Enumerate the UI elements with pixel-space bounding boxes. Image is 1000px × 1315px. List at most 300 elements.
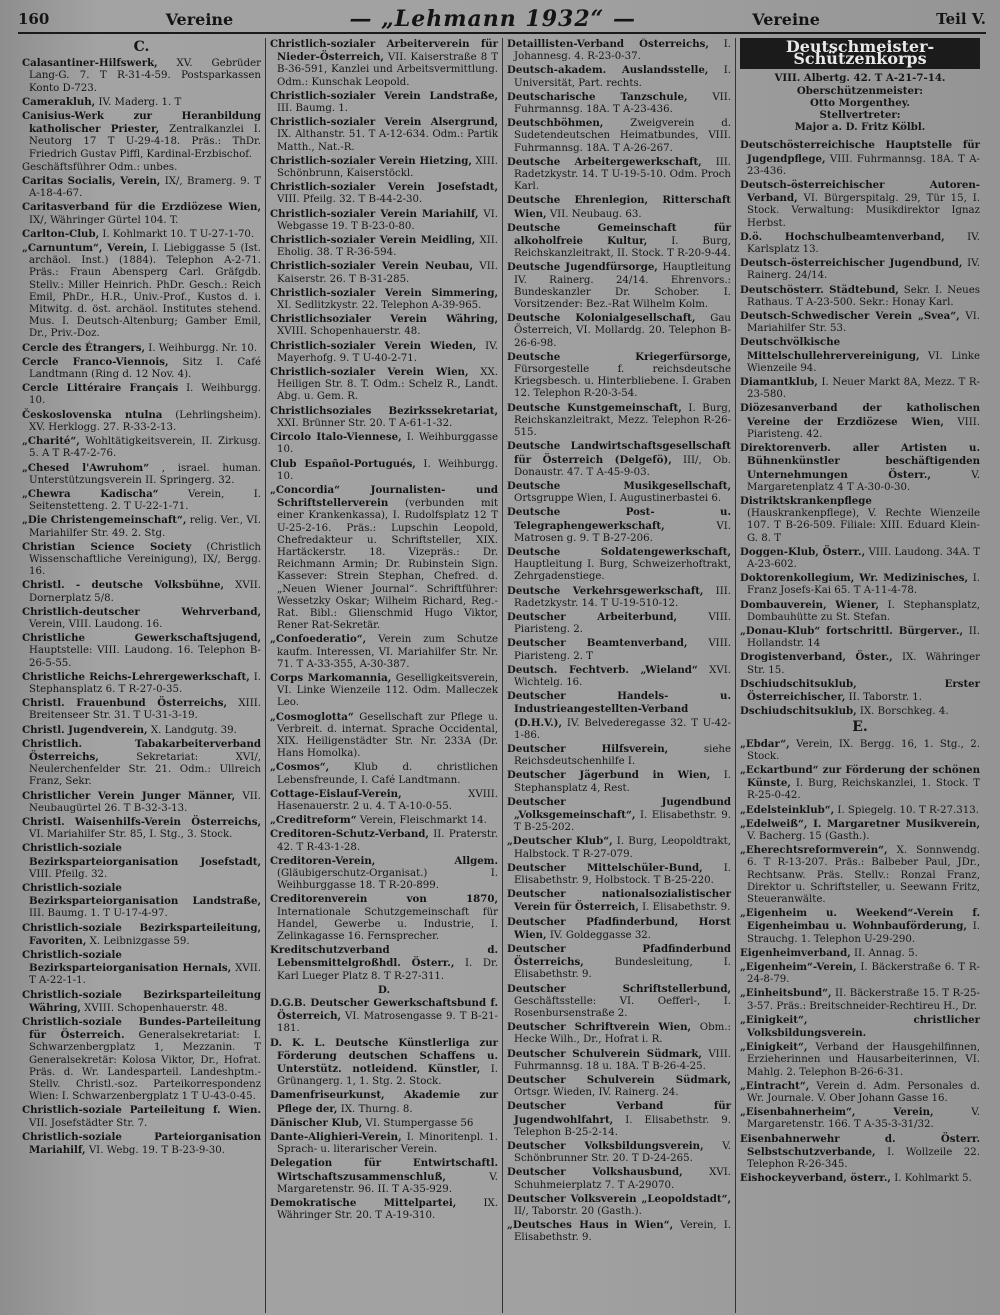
directory-entry [740, 987, 980, 1012]
entry-text: I. Johannesg. 4. R-23-0-37. [514, 39, 731, 63]
entry-text: IX. Währinger Str. 15. [747, 652, 980, 676]
entry-text: I. Burg, Reichskanzleitrakt, II. Stock. T R-20-9-44. [514, 236, 731, 260]
directory-entry [22, 382, 261, 407]
entry-text: V. Margaretenplatz 4 T A-30-0-30. [747, 469, 980, 493]
entry-name: Delegation für Entwirtschaftl. Wirtschaftszusammenschluß, [270, 1157, 498, 1183]
entry-name: Deutsche Gemeinschaft für alkoholfreie Kultur, [507, 221, 731, 248]
entry-text: I. Grünangerg. 1, 1. Stg. 2. Stock. [277, 1064, 498, 1088]
directory-entry [507, 585, 731, 610]
entry-name: Deutschösterreichische Hauptstelle für Jugendpflege, [740, 139, 980, 165]
entry-text: III. Baumg. 1. T U-17-4-97. [29, 908, 168, 920]
entry-text: XVII. Dornerplatz 5/8. [29, 580, 261, 604]
entry-text: VIII. Piaristeng. 2. T [514, 638, 731, 662]
entry-text: (Gläubigerschutz-Organisat.) I. Weihburggasse 18. T R-20-899. [277, 868, 498, 892]
entry-text: Geschäftsführer Odm.: unbes. [22, 161, 178, 173]
entry-name: „Creditreform“ [270, 814, 357, 827]
entry-name: Deutsch-Schwedischer Verein „Svea“, [740, 310, 960, 323]
entry-text: Klub d. christlichen Lebensfreunde, I. Café Landtmann. [277, 762, 498, 786]
directory-entry [270, 405, 498, 430]
directory-entry [740, 1080, 980, 1105]
entry-name: Direktorenverb. aller Artisten u. Bühnenkünstler beschäftigenden Unternehmungen Österr., [740, 442, 980, 481]
entry-name: Christl. Frauenbund Österreichs, [22, 697, 228, 710]
directory-entry [22, 632, 261, 670]
entry-name: Christl. - deutsche Volksbühne, [22, 579, 225, 592]
directory-entry [507, 38, 731, 63]
entry-text: (Christlich Wissenschaftliche Vereinigung), IX/, Bergg. 16. [29, 541, 261, 578]
directory-entry [740, 1106, 980, 1131]
directory-entry [270, 672, 498, 710]
entry-text: I. Dr. Karl Lueger Platz 8. T R-27-311. [277, 958, 498, 982]
entry-text: II. Praterstr. 42. T R-43-1-28. [277, 829, 498, 853]
banner-line: Otto Morgenthey. [810, 96, 910, 109]
directory-entry [270, 997, 498, 1036]
entry-text: VI. Bürgerspitalg. 29, Tür 15, I. Stock. Verwaltung: Musikdirektor Ignaz Herbst. [747, 193, 980, 229]
entry-text: (Lehrlingsheim). XV. Herklogg. 27. R-33-2-13. [29, 409, 261, 433]
entry-text: VII. Kaiserstr. 26. T B-31-285. [277, 261, 498, 285]
directory-entry [270, 208, 498, 233]
directory-entry [270, 1131, 498, 1156]
directory-entry [22, 842, 261, 881]
directory-entry [507, 637, 731, 662]
directory-entry [270, 1089, 498, 1115]
entry-text: VII. Kaiserstraße 8 T B-36-591, Kanzlei und Arbeitsvermittlung. Odm.: Kunschak Leopold. [277, 52, 498, 88]
directory-entry [507, 156, 731, 194]
entry-text: Generalsekretariat: I. Schwarzenbergplatz 1, Mezzanin. T Generalsekretär: Kolosa Viktor, Dr., Hofrat. Präs. d. Wr. Landesparteil. Landeshptm.-Stellv. Christl.-soz. Parteikorrespondenz Wien: I. Schwarzenbergplatz 1 T U-43-0-45. [29, 1030, 261, 1103]
directory-entry [507, 862, 731, 887]
directory-entry [740, 1041, 980, 1079]
directory-entry [22, 435, 261, 460]
entry-text: IV. Goldeggasse 32. [549, 929, 652, 941]
entry-text: Zentralkanzlei I. Neutorg 17 T U-29-4-18. Präs.: ThDr. Friedrich Gustav Piffl, Kardinal-Erzbischof. [29, 124, 261, 160]
entry-name: Deutscher Pfadfinderbund Österreichs, [507, 943, 731, 969]
entry-name: Christlich-sozialer Verein Hietzing, [270, 154, 472, 167]
directory-entry [22, 816, 261, 841]
directory-entry [22, 606, 261, 631]
directory-entry [507, 664, 731, 689]
entry-name: Camerakluh, [22, 95, 96, 108]
directory-entry [740, 844, 980, 906]
entry-name: Deutsche Post- u. Telegraphengewerkschaft, [507, 506, 731, 532]
entry-name: Dschiudschitsuklub, Erster Österreichischer, [740, 677, 980, 703]
directory-entry [22, 697, 261, 722]
entry-name: Caritasverband für die Erzdiözese Wien, [22, 201, 261, 214]
entry-name: Deutscher Schriftverein Wien, [507, 1021, 692, 1034]
entry-text: X. Leibnizgasse 59. [89, 935, 190, 947]
entry-name: „Eigenheim u. Weekend“-Verein f. Eigenheimbau u. Wohnbauförderung, [740, 907, 980, 933]
entry-name: Deutschvölkische Mittelschullehrervereinigung, [740, 336, 920, 362]
entry-text: relig. Ver., VI. Mariahilfer Str. 49. 2. Stg. [29, 515, 261, 539]
entry-text: VIII. Fuhrmannsg. 18 u. 18A. T B-26-4-25. [514, 1048, 731, 1072]
directory-entry [22, 162, 261, 174]
entry-name: Deutsch-österreichischer Autoren-Verband, [740, 179, 980, 205]
directory-entry [270, 155, 498, 180]
entry-name: „Deutsches Haus in Wien“, [507, 1219, 674, 1232]
directory-entry [22, 790, 261, 815]
directory-entry [507, 1048, 731, 1073]
entry-name: Christlich-sozialer Verein Wien, [270, 366, 469, 379]
entry-text: XI. Sedlitzkystr. 22. Telephon A-39-965. [277, 300, 482, 312]
entry-name: Deutscher Arbeiterbund, [507, 610, 678, 623]
entry-name: Christian Science Society [22, 540, 192, 553]
entry-name: Cottage-Eislauf-Verein, [270, 787, 402, 800]
directory-entry [22, 541, 261, 579]
directory-entry [270, 458, 498, 483]
entry-text: IX. Althanstr. 51. T A-12-634. Odm.: Partik Matth., Nat.-R. [277, 129, 498, 153]
banner-line: VIII. Albertg. 42. T A-21-7-14. [774, 72, 946, 85]
entry-name: Deutsche Ehrenlegion, Ritterschaft Wien, [507, 194, 731, 220]
entry-name: Deutscher Pfadfinderbund, Horst Wien, [507, 915, 731, 941]
entry-text: I. Stephansplatz 6. T R-27-0-35. [29, 671, 261, 695]
entry-name: Cercle des Étrangers, [22, 341, 146, 354]
directory-entry [507, 743, 731, 768]
directory-entry [740, 402, 980, 441]
entry-text: D. [377, 983, 391, 996]
directory-entry [270, 484, 498, 632]
entry-name: „Edelsteinklub“, [740, 803, 835, 816]
column-2 [265, 38, 502, 1313]
entry-name: „Carnuntum“, Verein, [22, 242, 148, 255]
entry-text: Gesellschaft zur Pflege u. Verbreit. d. internat. Sprache Occidental, XIX. Heiligenstädter Str. Nr. 233A (Dr. Hans Homolka). [277, 711, 498, 760]
entry-name: Christlich-sozialer Verein Neubau, [270, 260, 474, 273]
directory-entry [22, 922, 261, 948]
entry-name: Doggen-Klub, Österr., [740, 545, 866, 558]
entry-name: Detaillisten-Verband Österreichs, [507, 38, 709, 50]
entry-text: III. Radetzkystr. 14. T U-19-510-12. [514, 585, 731, 609]
directory-entry [22, 242, 261, 341]
directory-entry [740, 546, 980, 571]
entry-name: „Eherechtsreformverein“, [740, 844, 888, 857]
entry-text: VIII. Pfeilg. 32. T B-44-2-30. [277, 194, 423, 206]
entry-name: Deutsche Kunstgemeinschaft, [507, 401, 682, 414]
entry-text: VIII. Piaristeng. 42. [747, 416, 980, 440]
entry-text: Hauptleitung IV. Rainerg. 24/14. Ehrenvors.: Bundeskanzler Dr. Schober. I. Vorsitzender: Bez.-Rat Wilhelm Kolm. [514, 262, 731, 311]
entry-text: I. Elisabethstr. 9, Holbstock. T B-25-220. [514, 862, 731, 886]
directory-entry [740, 764, 980, 803]
directory-entry [507, 769, 731, 794]
entry-name: Deutscher Volkshausbund, [507, 1166, 683, 1179]
entry-name: Deutsche Kriegerfürsorge, [507, 350, 731, 363]
entry-text: XVIII. Schopenhauerstr. 48. [84, 1002, 228, 1014]
entry-text: Fürsorgestelle f. reichsdeutsche Kriegsbesch. u. Hinterbliebene. I. Graben 12. Telephon R-20-3-54. [514, 364, 731, 400]
entry-text: Geselligkeitsverein, VI. Linke Wienzeile 112. Odm. Malleczek Leo. [277, 672, 498, 709]
entry-text: Verein zum Schutze kaufm. Interessen, VI. Mariahilfer Str. Nr. 71. T A-33-355, A-30-387. [277, 634, 498, 670]
directory-entry [22, 671, 261, 696]
entry-name: „Cosmos“, [270, 761, 330, 774]
entry-name: Creditorenverein von 1870, [270, 893, 498, 906]
entry-text: XVI. Schuhmeierplatz 7. T A-29070. [514, 1167, 731, 1191]
column-1 [18, 38, 265, 1313]
directory-entry [507, 1100, 731, 1139]
entry-text: Verein, I. Elisabethstr. 9. [514, 1220, 731, 1244]
directory-entry [740, 818, 980, 843]
directory-entry [22, 57, 261, 95]
entry-text: II/, Taborstr. 20 (Gasth.). [514, 1206, 642, 1218]
entry-name: Deutscher Verband für Jugendwohlfahrt, [507, 1100, 731, 1126]
entry-text: I. Weihburgg. 10. [277, 458, 498, 482]
entry-name: Christlich-sozialer Arbeiterverein für Nieder-Österreich, [270, 38, 498, 64]
entry-text: Verein, I. Seitenstetteng. 2. T U-22-1-71. [29, 488, 261, 513]
entry-list [507, 38, 731, 1245]
entry-name: Eishockeyverband, österr., [740, 1172, 891, 1185]
directory-entry [507, 480, 731, 505]
directory-entry [22, 409, 261, 434]
directory-entry [507, 261, 731, 311]
directory-entry [270, 340, 498, 365]
directory-entry [740, 257, 980, 282]
directory-entry [740, 804, 980, 817]
directory-entry [507, 690, 731, 742]
entry-name: Christliche Gewerkschaftsjugend, [22, 632, 261, 645]
entry-text: VI. Matrosengasse 9. T B-21-181. [277, 1011, 498, 1035]
entry-text: Sekretariat: XVI/, Neulerchenfelder Str. 21. Odm.: Ullreich Franz, Sekr. [29, 751, 261, 788]
directory-entry [740, 1133, 980, 1172]
entry-text: I. Strauchg. 1. Telephon U-29-290. [747, 921, 980, 945]
entry-text: VI. Mariahilfer Str. 53. [747, 311, 980, 335]
directory-entry [270, 944, 498, 983]
entry-name: Drogistenverband, Öster., [740, 651, 893, 664]
entry-name: „Cosmoglotta“ [270, 710, 354, 723]
entry-name: Deutsche Kolonialgesellschaft, [507, 312, 696, 325]
entry-name: Deutsch. Fechtverb. „Wieland“ [507, 663, 698, 676]
entry-name: Christlich-sozialer Verein Josefstadt, [270, 181, 498, 194]
entry-text: IX. Währinger Str. 20. T A-19-310. [277, 1198, 498, 1222]
directory-entry [507, 506, 731, 545]
directory-entry [740, 284, 980, 309]
entry-text: Gau Österreich, VI. Mollardg. 20. Telephon B-26-6-98. [514, 313, 731, 349]
entry-text: VI. Stumpergasse 56 [365, 1117, 474, 1129]
directory-entry [507, 1193, 731, 1218]
directory-entry [740, 738, 980, 763]
entry-name: Deutscher Handels- u. Industrieangestellten-Verband (D.H.V.), [507, 690, 731, 729]
entry-name: „Deutscher Klub“, [507, 835, 613, 848]
entry-name: Československa ntulna [22, 408, 163, 421]
entry-text: Verein d. Adm. Personales d. Wr. Journale. V. Ober Johann Gasse 16. [747, 1080, 980, 1105]
banner-line: Stellvertreter: [819, 109, 901, 122]
entry-text: Sitz I. Café Landtmann (Ring d. 12 Nov. 4). [29, 356, 262, 381]
directory-entry [270, 181, 498, 206]
entry-name: „Einheitsbund“, [740, 987, 832, 1000]
entry-text: V. Margaretenstr. 166. T A-35-3-31/32. [747, 1107, 980, 1131]
entry-name: Deutsche Musikgesellschaft, [507, 479, 731, 492]
entry-text: VI. Webg. 19. T B-23-9-30. [88, 1145, 225, 1157]
banner-details [740, 72, 980, 133]
directory-entry [270, 366, 498, 404]
entry-text: XVII. T A-22-1-1. [29, 963, 261, 987]
directory-entry [740, 625, 980, 650]
directory-entry [270, 711, 498, 761]
directory-entry [22, 201, 261, 226]
entry-name: Deutsche Verkehrsgewerkschaft, [507, 584, 704, 597]
entry-text: I. Kohlmarkt 5. [894, 1173, 972, 1185]
entry-name: Carlton-Club, [22, 227, 100, 240]
entry-text: XIII. Breitenseer Str. 31. T U-31-3-19. [29, 698, 261, 722]
entry-text: XVI. Wichtelg. 16. [514, 664, 731, 688]
entry-text: Hauptleitung I. Burg, Schweizerhoftrakt, Zehrgadenstiege. [514, 559, 731, 583]
directory-entry [507, 888, 731, 914]
entry-text: XXI. Brünner Str. 20. T A-61-1-32. [277, 417, 453, 429]
entry-name: Deutscher Schulverein Südmark, [507, 1047, 702, 1060]
directory-entry [270, 633, 498, 671]
entry-text: Wohltätigkeitsverein, II. Zirkusg. 5. A T R-47-2-76. [29, 436, 261, 460]
entry-text: VII. Neubaug. 63. [549, 208, 642, 220]
entry-text: VII. Neubaugürtel 26. T B-32-3-13. [29, 790, 261, 814]
banner-line: Oberschützenmeister: [796, 84, 924, 97]
entry-name: Christlich-soziale Parteiorganisation Mariahilf, [22, 1130, 261, 1157]
banner-line: Major a. D. Fritz Kölbl. [794, 121, 926, 134]
page-number: 160 [18, 10, 50, 28]
directory-entry [507, 91, 731, 116]
directory-entry [270, 855, 498, 893]
entry-name: Deutscher Hilfsverein, [507, 742, 669, 755]
directory-entry [270, 1037, 498, 1089]
entry-text: I. Burg, Reichskanzleitrakt, Mezz. Telephon R-26-515. [514, 402, 731, 439]
directory-entry [270, 431, 498, 456]
entry-name: Club Español-Portugués, [270, 457, 416, 470]
entry-text: Verein, VIII. Laudong. 16. [29, 618, 163, 630]
directory-entry [22, 738, 261, 789]
entry-name: Christlich-sozialer Verein Landstraße, [270, 89, 498, 102]
directory-entry [740, 961, 980, 986]
directory-entry [507, 1219, 731, 1244]
entry-name: „Eisenbahnerheim“, Verein, [740, 1106, 934, 1119]
directory-entry [270, 761, 498, 786]
entry-text: II. Bäckerstraße 15. T R-25-3-57. Präs.: Breitschneider-Rechtireu H., Dr. [747, 988, 980, 1012]
entry-text: X. Sonnwendg. 6. T R-13-207. Präs.: Balbeber Paul, JDr., Rechtsanw. Präs. Stellv.: Ronzal Franz, Direktor u. Schriftsteller, u. Seewann Fritz, Steueranwälte. [747, 845, 980, 905]
entry-name: Christlich-sozialer Verein Simmering, [270, 286, 498, 299]
entry-name: Cercle Franco-Viennois, [22, 355, 169, 368]
entry-name: Christlich-soziale Bezirksparteiorganisation Hernals, [22, 949, 232, 975]
directory-entry [740, 907, 980, 946]
entry-name: Christlich-sozialer Verein Alsergrund, [270, 116, 498, 129]
letter-heading [270, 984, 498, 996]
entry-name: Deutschböhmen, [507, 117, 604, 130]
directory-entry [507, 117, 731, 155]
directory-entry [507, 1021, 731, 1046]
directory-entry [22, 579, 261, 604]
entry-name: Deutscher nationalsozialistischer Verein für Österreich, [507, 888, 731, 914]
directory-entry [270, 260, 498, 285]
entry-text: V. Schönbrunner Str. 20. T D-24-265. [514, 1141, 731, 1165]
directory-entry [507, 611, 731, 636]
directory-entry [507, 835, 731, 860]
entry-name: „Eintracht“, [740, 1079, 810, 1092]
entry-text: IV. Karlsplatz 13. [747, 231, 980, 256]
entry-name: Deutsch-akadem. Auslandsstelle, [507, 64, 709, 77]
directory-entry [270, 116, 498, 154]
entry-text: Obm.: Hecke Wilh., Dr., Hofrat i. R. [514, 1022, 731, 1046]
directory-entry [22, 1016, 261, 1103]
page-header [18, 6, 986, 34]
entry-text: IX/, Bramerg. 9. T A-18-4-67. [29, 176, 261, 200]
entry-text: I. Universität, Part. rechts. [514, 65, 731, 89]
entry-text: IV. Mayerhofg. 9. T U-40-2-71. [277, 340, 498, 364]
directory-entry [22, 514, 261, 539]
directory-entry [270, 313, 498, 338]
entry-text: VIII. Laudong. 34A. T A-23-602. [747, 546, 980, 570]
entry-name: „Die Christengemeinschaft“, [22, 514, 187, 527]
directory-entry [507, 546, 731, 584]
entry-name: „Eigenheim“-Verein, [740, 961, 857, 974]
entry-text: III/, Ob. Donaustr. 47. T A-45-9-03. [514, 454, 731, 478]
directory-entry [270, 287, 498, 312]
directory-entry [507, 983, 731, 1021]
directory-entry [22, 175, 261, 200]
entry-text: VII. Josefstädter Str. 7. [29, 1117, 148, 1129]
entry-name: Deutscher Mittelschüler-Bund, [507, 861, 703, 874]
entry-name: Christlich-deutscher Wehrverband, [22, 605, 261, 618]
entry-name: Cercle Littéraire Français [22, 382, 179, 395]
directory-entry [270, 1117, 498, 1130]
directory-entry [22, 1131, 261, 1157]
entry-name: Deutsche Jugendfürsorge, [507, 261, 658, 274]
entry-text: III. Baumg. 1. [277, 103, 349, 115]
entry-text: Zweigverein d. Sudetendeutschen Heimatbundes, VIII. Fuhrmannsg. 18A. T A-26-267. [514, 118, 731, 154]
directory-entry [507, 1074, 731, 1099]
entry-text: IX/, Währinger Gürtel 104. T. [29, 214, 179, 226]
entry-text: Verband der Hausgehilfinnen, Erzieherinnen und Hausarbeiterinnen, VI. Mahlg. 2. Telephon B-26-6-31. [747, 1042, 980, 1078]
entry-name: „Confoederatio“, [270, 633, 367, 646]
entry-name: Christlich-soziale Bezirksparteiorganisation Landstraße, [22, 882, 261, 908]
entry-name: Christlicher Verein Junger Männer, [22, 789, 236, 802]
entry-name: Dante-Alighieri-Verein, [270, 1131, 402, 1144]
directory-entry [740, 1172, 980, 1185]
directory-entry [22, 356, 261, 381]
entry-name: Damenfriseurkunst, Akademie zur Pflege der, [270, 1089, 498, 1115]
directory-entry [740, 599, 980, 624]
entry-text: I. Elisabethstr. 9. T B-25-202. [514, 809, 731, 834]
entry-name: „Eckartbund“ zur Förderung der schönen Künste, [740, 763, 980, 790]
entry-name: Diözesanverband der katholischen Vereine der Erzdiözese Wien, [740, 402, 980, 428]
directory-entry [507, 312, 731, 350]
directory-entry [507, 796, 731, 835]
entry-text: X. Landgutg. 39. [150, 724, 237, 736]
directory-entry [507, 351, 731, 401]
advertisement-banner: Deutschmeister-Schützenkorps [740, 38, 980, 69]
entry-name: Deutscher Schriftstellerbund, [507, 982, 731, 995]
entry-name: Deutscharische Tanzschule, [507, 90, 688, 103]
entry-name: Christlich-sozialer Verein Wieden, [270, 339, 477, 352]
directory-entry [270, 1157, 498, 1196]
entry-text: XII. Eholig. 38. T R-36-594. [277, 235, 498, 259]
directory-entry [740, 495, 980, 545]
entry-name: Corps Markomannia, [270, 671, 392, 684]
directory-entry [22, 342, 261, 355]
section-label-right: Vereine [752, 9, 820, 29]
directory-entry [22, 228, 261, 241]
entry-name: Deutschösterr. Städtebund, [740, 283, 899, 296]
entry-name: Caritas Socialis, Verein, [22, 175, 161, 188]
entry-name: Christlich-soziale Bezirksparteiorganisation Josefstadt, [22, 842, 261, 868]
directory-entry [740, 139, 980, 178]
entry-text: I. Franz Josefs-Kai 65. T A-11-4-78. [747, 573, 980, 597]
entry-text: Verein, Fleischmarkt 14. [359, 815, 487, 827]
entry-text: VI. Webgasse 19. T B-23-0-80. [277, 208, 498, 232]
entry-name: Canisius-Werk zur Heranbildung katholischer Priester, [22, 110, 261, 136]
entry-list [22, 57, 261, 1157]
entry-list [270, 38, 498, 1222]
entry-name: Christlich-soziale Bezirksparteileitung, Favoriten, [22, 921, 261, 947]
directory-entry [740, 1014, 980, 1040]
directory-entry [270, 893, 498, 943]
directory-entry [740, 442, 980, 494]
entry-text: VI. Mariahilfer Str. 85, I. Stg., 3. Stock. [29, 829, 233, 841]
entry-name: Circolo Italo-Viennese, [270, 431, 402, 444]
entry-text: I. Neuer Markt 8A, Mezz. T R-23-580. [747, 377, 980, 401]
entry-name: „Donau-Klub“ fortschrittl. Bürgerver., [740, 624, 964, 637]
entry-text: XV. Gebrüder Lang-G. 7. T R-31-4-59. Postsparkassen Konto D-723. [29, 58, 261, 94]
directory-entry [507, 440, 731, 479]
directory-entry [740, 947, 980, 960]
